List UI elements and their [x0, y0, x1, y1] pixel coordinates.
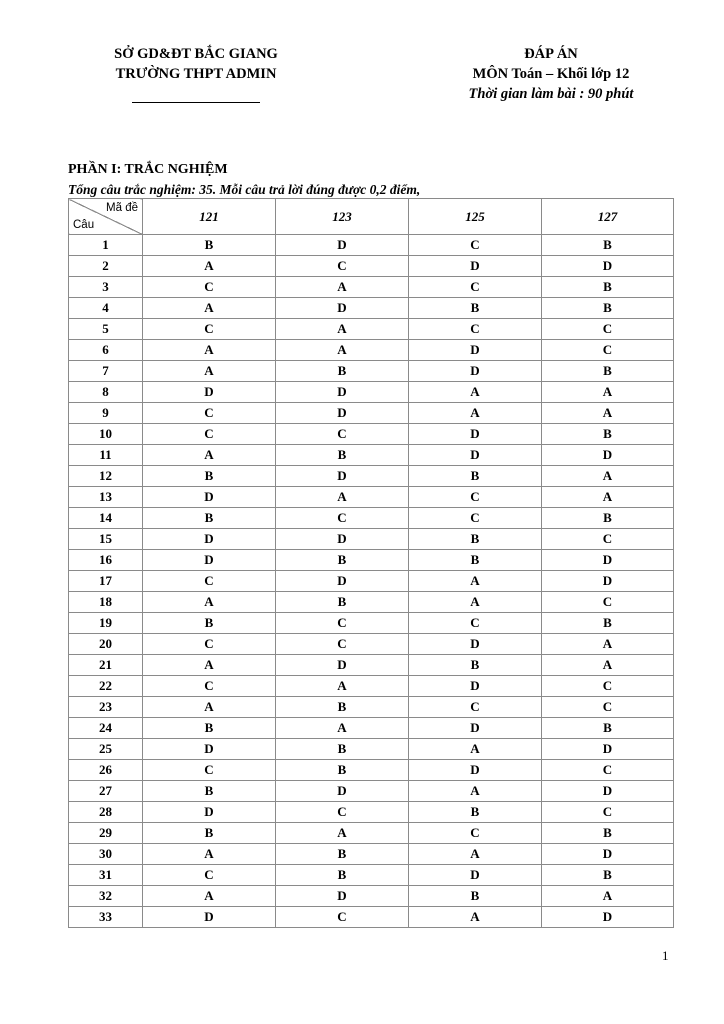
answer-cell: A	[143, 655, 276, 676]
answer-cell: A	[143, 361, 276, 382]
answer-cell: D	[276, 298, 409, 319]
answer-cell: B	[542, 277, 674, 298]
answer-cell: D	[143, 382, 276, 403]
table-row	[69, 865, 674, 886]
answer-cell: B	[276, 865, 409, 886]
answer-cell: A	[143, 256, 276, 277]
table-row	[69, 319, 674, 340]
answer-cell: D	[409, 676, 542, 697]
answer-cell: C	[276, 424, 409, 445]
answer-cell: B	[409, 655, 542, 676]
table-row	[69, 823, 674, 844]
answer-cell: C	[143, 424, 276, 445]
answer-cell: D	[276, 403, 409, 424]
answer-cell: A	[143, 886, 276, 907]
question-number-cell: 6	[69, 340, 143, 361]
table-row	[69, 487, 674, 508]
answer-cell: B	[143, 781, 276, 802]
answer-cell: B	[143, 613, 276, 634]
answer-cell: C	[276, 508, 409, 529]
question-number-cell: 15	[69, 529, 143, 550]
answer-cell: A	[542, 487, 674, 508]
answer-cell: A	[276, 676, 409, 697]
question-number-cell: 20	[69, 634, 143, 655]
table-row	[69, 382, 674, 403]
answer-cell: A	[542, 655, 674, 676]
answer-cell: D	[409, 445, 542, 466]
answer-cell: B	[542, 235, 674, 256]
answer-cell: B	[143, 823, 276, 844]
answer-cell: C	[409, 613, 542, 634]
question-number-cell: 12	[69, 466, 143, 487]
answer-cell: C	[143, 571, 276, 592]
school-name: TRƯỜNG THPT ADMIN	[115, 66, 277, 82]
table-row	[69, 886, 674, 907]
answer-cell: B	[409, 886, 542, 907]
table-row	[69, 235, 674, 256]
exam-code-header: 125	[409, 199, 542, 235]
answer-cell: A	[409, 739, 542, 760]
answer-cell: C	[542, 529, 674, 550]
answer-cell: D	[409, 361, 542, 382]
answer-cell: D	[409, 256, 542, 277]
answer-cell: C	[409, 697, 542, 718]
question-number-cell: 33	[69, 907, 143, 928]
answer-cell: C	[276, 907, 409, 928]
table-row	[69, 445, 674, 466]
answer-cell: B	[409, 550, 542, 571]
question-number-cell: 23	[69, 697, 143, 718]
table-row	[69, 739, 674, 760]
answer-rows	[69, 235, 674, 928]
question-number-cell: 7	[69, 361, 143, 382]
table-row	[69, 655, 674, 676]
question-number-cell: 2	[69, 256, 143, 277]
question-number-cell: 29	[69, 823, 143, 844]
question-number-cell: 24	[69, 718, 143, 739]
answer-cell: C	[276, 634, 409, 655]
answer-cell: B	[276, 697, 409, 718]
answer-cell: D	[276, 529, 409, 550]
question-number-cell: 1	[69, 235, 143, 256]
answer-cell: A	[409, 907, 542, 928]
department-name: SỞ GD&ĐT BẮC GIANG	[114, 46, 278, 62]
answer-cell: D	[276, 571, 409, 592]
answer-cell: B	[542, 508, 674, 529]
answer-cell: A	[276, 823, 409, 844]
question-number-cell: 13	[69, 487, 143, 508]
header-underline	[132, 102, 260, 103]
answer-cell: B	[276, 739, 409, 760]
answer-cell: D	[143, 739, 276, 760]
answer-cell: D	[276, 886, 409, 907]
answer-cell: C	[143, 277, 276, 298]
answer-cell: B	[143, 718, 276, 739]
answer-cell: A	[276, 319, 409, 340]
answer-cell: A	[409, 571, 542, 592]
answer-cell: D	[409, 634, 542, 655]
answer-cell: B	[409, 529, 542, 550]
answer-cell: D	[143, 802, 276, 823]
answer-cell: A	[143, 844, 276, 865]
answer-cell: C	[542, 592, 674, 613]
answer-cell: B	[143, 235, 276, 256]
answer-cell: C	[542, 319, 674, 340]
table-row	[69, 592, 674, 613]
answer-cell: B	[276, 592, 409, 613]
answer-cell: D	[276, 655, 409, 676]
answer-cell: C	[409, 508, 542, 529]
answer-cell: C	[143, 403, 276, 424]
table-row	[69, 613, 674, 634]
header-left	[96, 44, 296, 103]
answer-cell: D	[143, 487, 276, 508]
table-row	[69, 844, 674, 865]
question-number-cell: 25	[69, 739, 143, 760]
answer-cell: D	[542, 781, 674, 802]
answer-cell: A	[276, 340, 409, 361]
answer-cell: B	[542, 613, 674, 634]
answer-cell: C	[143, 676, 276, 697]
answer-cell: C	[542, 802, 674, 823]
answer-cell: A	[276, 718, 409, 739]
answer-cell: D	[542, 445, 674, 466]
answer-cell: B	[276, 844, 409, 865]
question-number-cell: 27	[69, 781, 143, 802]
exam-code-header: 127	[542, 199, 674, 235]
answer-cell: A	[143, 592, 276, 613]
subject-grade: MÔN Toán – Khối lớp 12	[472, 66, 630, 82]
answer-cell: C	[542, 340, 674, 361]
question-number-cell: 31	[69, 865, 143, 886]
answer-cell: C	[409, 487, 542, 508]
answer-cell: C	[143, 760, 276, 781]
question-number-cell: 19	[69, 613, 143, 634]
answer-cell: A	[143, 298, 276, 319]
answer-cell: A	[542, 634, 674, 655]
answer-cell: A	[276, 277, 409, 298]
table-row	[69, 256, 674, 277]
answer-cell: C	[542, 760, 674, 781]
question-number-cell: 14	[69, 508, 143, 529]
question-number-cell: 21	[69, 655, 143, 676]
answer-cell: C	[542, 697, 674, 718]
table-row	[69, 634, 674, 655]
table-row	[69, 550, 674, 571]
corner-header-cell	[69, 199, 143, 235]
answer-cell: A	[276, 487, 409, 508]
answer-cell: B	[542, 823, 674, 844]
question-number-cell: 30	[69, 844, 143, 865]
answer-cell: D	[542, 907, 674, 928]
question-number-cell: 9	[69, 403, 143, 424]
table-row	[69, 802, 674, 823]
answer-cell: A	[409, 403, 542, 424]
table-row	[69, 760, 674, 781]
question-number-cell: 26	[69, 760, 143, 781]
answer-cell: B	[276, 361, 409, 382]
answer-cell: D	[409, 760, 542, 781]
answer-cell: C	[409, 235, 542, 256]
question-number-cell: 16	[69, 550, 143, 571]
answer-cell: C	[409, 823, 542, 844]
question-label: Câu	[73, 219, 95, 231]
answer-cell: D	[542, 550, 674, 571]
answer-cell: C	[276, 613, 409, 634]
answer-cell: D	[409, 424, 542, 445]
question-number-cell: 8	[69, 382, 143, 403]
question-number-cell: 5	[69, 319, 143, 340]
answer-cell: A	[542, 466, 674, 487]
answer-cell: A	[143, 445, 276, 466]
answer-cell: A	[143, 340, 276, 361]
section-title: PHẦN I: TRẮC NGHIỆM	[68, 162, 228, 177]
answer-cell: A	[409, 592, 542, 613]
answer-cell: B	[276, 760, 409, 781]
table-row	[69, 508, 674, 529]
table-row	[69, 466, 674, 487]
question-number-cell: 4	[69, 298, 143, 319]
table-row	[69, 298, 674, 319]
answer-cell: A	[409, 781, 542, 802]
question-number-cell: 28	[69, 802, 143, 823]
question-number-cell: 18	[69, 592, 143, 613]
answer-cell: B	[542, 424, 674, 445]
document-title: ĐÁP ÁN	[524, 46, 578, 62]
exam-duration: Thời gian làm bài : 90 phút	[468, 86, 634, 102]
answer-cell: D	[542, 256, 674, 277]
answer-cell: B	[542, 718, 674, 739]
answer-cell: D	[542, 739, 674, 760]
table-row	[69, 277, 674, 298]
header-right	[446, 44, 656, 104]
answer-cell: A	[542, 382, 674, 403]
answer-cell: B	[276, 550, 409, 571]
table-row	[69, 718, 674, 739]
table-row	[69, 424, 674, 445]
exam-code-header: 123	[276, 199, 409, 235]
question-number-cell: 32	[69, 886, 143, 907]
answer-cell: B	[143, 466, 276, 487]
answer-cell: D	[143, 529, 276, 550]
answer-cell: B	[542, 298, 674, 319]
answer-cell: A	[542, 886, 674, 907]
question-number-cell: 11	[69, 445, 143, 466]
answer-cell: A	[143, 697, 276, 718]
answer-cell: D	[276, 382, 409, 403]
question-number-cell: 22	[69, 676, 143, 697]
exam-code-header: 121	[143, 199, 276, 235]
table-header-row	[69, 199, 674, 235]
answer-cell: D	[276, 235, 409, 256]
table-row	[69, 697, 674, 718]
answer-cell: A	[409, 844, 542, 865]
answer-cell: D	[409, 340, 542, 361]
answer-cell: B	[409, 298, 542, 319]
answer-key-table	[68, 198, 674, 928]
question-number-cell: 10	[69, 424, 143, 445]
question-number-cell: 17	[69, 571, 143, 592]
answer-cell: A	[542, 403, 674, 424]
answer-cell: C	[143, 634, 276, 655]
table-row	[69, 781, 674, 802]
page-number: 1	[662, 948, 669, 963]
answer-cell: D	[276, 466, 409, 487]
answer-cell: D	[276, 781, 409, 802]
answer-cell: D	[542, 844, 674, 865]
table-row	[69, 676, 674, 697]
answer-cell: C	[143, 319, 276, 340]
table-row	[69, 907, 674, 928]
answer-cell: C	[276, 802, 409, 823]
answer-cell: C	[143, 865, 276, 886]
answer-cell: B	[143, 508, 276, 529]
answer-cell: B	[542, 865, 674, 886]
table-row	[69, 529, 674, 550]
answer-cell: D	[143, 907, 276, 928]
answer-cell: D	[409, 865, 542, 886]
answer-cell: C	[276, 256, 409, 277]
section-subtitle: Tổng câu trắc nghiệm: 35. Mỗi câu trả lời đúng được 0,2 điểm,	[68, 182, 421, 197]
answer-cell: C	[409, 277, 542, 298]
answer-cell: C	[409, 319, 542, 340]
answer-cell: C	[542, 676, 674, 697]
table-row	[69, 403, 674, 424]
answer-cell: D	[542, 571, 674, 592]
answer-cell: B	[409, 802, 542, 823]
answer-cell: B	[542, 361, 674, 382]
table-row	[69, 361, 674, 382]
answer-cell: B	[409, 466, 542, 487]
answer-cell: D	[409, 718, 542, 739]
answer-cell: A	[409, 382, 542, 403]
table-row	[69, 571, 674, 592]
exam-code-label: Mã đề	[106, 202, 138, 214]
question-number-cell: 3	[69, 277, 143, 298]
table-row	[69, 340, 674, 361]
answer-cell: D	[143, 550, 276, 571]
answer-cell: B	[276, 445, 409, 466]
